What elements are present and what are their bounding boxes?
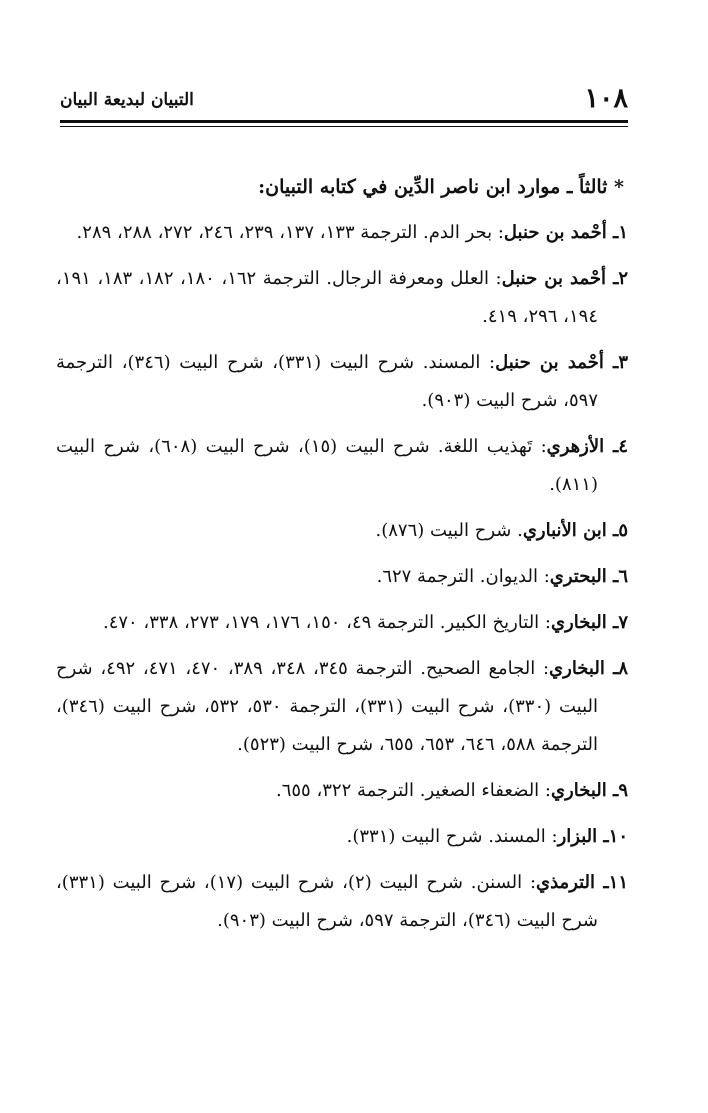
list-item bbox=[56, 558, 628, 596]
entry-author: الترمذي bbox=[536, 872, 596, 893]
entry-dash: ـ bbox=[604, 658, 619, 679]
entry-text: : المسند. شرح البيت (٣٣١). bbox=[346, 826, 558, 847]
running-title: التبيان لبديعة البيان bbox=[60, 90, 194, 110]
entry-author: أحْمد بن حنبل bbox=[503, 222, 607, 243]
entry-dash: ـ bbox=[606, 566, 619, 587]
page-body bbox=[56, 170, 628, 948]
section-heading: * ثالثاً ـ موارد ابن ناصر الدِّين في كتابه التبيان: bbox=[258, 176, 624, 198]
entry-number: ٢ bbox=[618, 268, 629, 289]
entry-number: ٨ bbox=[618, 658, 629, 679]
page-header bbox=[60, 82, 628, 116]
entry-number: ١ bbox=[618, 222, 628, 243]
list-item bbox=[56, 650, 628, 764]
entry-number: ٤ bbox=[618, 436, 628, 457]
entry-number: ٩ bbox=[618, 780, 628, 801]
entry-number: ٣ bbox=[618, 352, 629, 373]
header-rule-thin bbox=[60, 126, 628, 127]
list-item bbox=[56, 772, 628, 810]
entry-author: أحْمد بن حنبل bbox=[495, 352, 604, 373]
entry-dash: ـ bbox=[595, 872, 609, 893]
entry-number: ٥ bbox=[618, 520, 628, 541]
entry-text: . شرح البيت (٨٧٦). bbox=[375, 520, 523, 541]
entry-author: البخاري bbox=[549, 658, 605, 679]
entry-text: : التاريخ الكبير. الترجمة ٤٩، ١٥٠، ١٧٦، ١٧٩، ٢٧٣، ٣٣٨، ٤٧٠. bbox=[102, 612, 551, 633]
entry-number: ٧ bbox=[618, 612, 628, 633]
page-number: ١٠٨ bbox=[584, 83, 628, 114]
entry-dash: ـ bbox=[606, 520, 619, 541]
list-item bbox=[56, 428, 628, 504]
entry-text: : الديوان. الترجمة ٦٢٧. bbox=[376, 566, 550, 587]
list-item bbox=[56, 604, 628, 642]
entry-author: البخاري bbox=[550, 780, 607, 801]
entry-author: البخاري bbox=[550, 612, 607, 633]
entry-dash: ـ bbox=[604, 436, 619, 457]
list-item bbox=[56, 864, 628, 940]
entry-number: ٦ bbox=[618, 566, 628, 587]
entry-author: البحتري bbox=[549, 566, 607, 587]
entry-author: أحْمد بن حنبل bbox=[501, 268, 607, 289]
entry-text: : السنن. شرح البيت (٢)، شرح البيت (١٧)، شرح البيت (٣٣١)، شرح البيت (٣٤٦)، الترجمة ٥٩٧، شرح البيت (٩٠٣). bbox=[56, 872, 598, 931]
entry-dash: ـ bbox=[606, 612, 619, 633]
entry-text: : الضعفاء الصغير. الترجمة ٣٢٢، ٦٥٥. bbox=[275, 780, 551, 801]
entry-dash: ـ bbox=[597, 826, 609, 847]
list-item bbox=[56, 344, 628, 420]
list-item bbox=[56, 512, 628, 550]
entry-author: ابن الأنباري bbox=[522, 520, 607, 541]
entry-author: الأزهري bbox=[546, 436, 605, 457]
entry-text: : العلل ومعرفة الرجال. الترجمة ١٦٢، ١٨٠، ١٨٢، ١٨٣، ١٩١، ١٩٤، ٢٩٦، ٤١٩. bbox=[56, 268, 598, 327]
header-rule-thick bbox=[60, 120, 628, 123]
entry-number: ١١ bbox=[608, 872, 629, 893]
entry-text: : المسند. شرح البيت (٣٣١)، شرح البيت (٣٤٦)، الترجمة ٥٩٧، شرح البيت (٩٠٣). bbox=[56, 352, 598, 411]
entry-dash: ـ bbox=[606, 780, 619, 801]
entry-dash: ـ bbox=[606, 268, 619, 289]
entry-author: البزار bbox=[557, 826, 598, 847]
list-item bbox=[56, 214, 628, 252]
source-list bbox=[56, 214, 628, 940]
entry-number: ١٠ bbox=[608, 826, 628, 847]
list-item bbox=[56, 818, 628, 856]
entry-text: : تَهذيب اللغة. شرح البيت (١٥)، شرح البيت (٦٠٨)، شرح البيت (٨١١). bbox=[56, 436, 598, 495]
entry-dash: ـ bbox=[606, 222, 619, 243]
entry-text: : الجامع الصحيح. الترجمة ٣٤٥، ٣٤٨، ٣٨٩، ٤٧٠، ٤٧١، ٤٩٢، شرح البيت (٣٣٠)، شرح البيت (٣٣١)، الترجمة ٥٣٠، ٥٣٢، شرح البيت (٣٤٦)، الترجمة ٥٨٨، ٦٤٦، ٦٥٣، ٦٥٥، شرح البيت (٥٢٣). bbox=[56, 658, 599, 755]
entry-dash: ـ bbox=[603, 352, 619, 373]
entry-text: : بحر الدم. الترجمة ١٣٣، ١٣٧، ٢٣٩، ٢٤٦، ٢٧٢، ٢٨٨، ٢٨٩. bbox=[76, 222, 504, 243]
list-item bbox=[56, 260, 628, 336]
